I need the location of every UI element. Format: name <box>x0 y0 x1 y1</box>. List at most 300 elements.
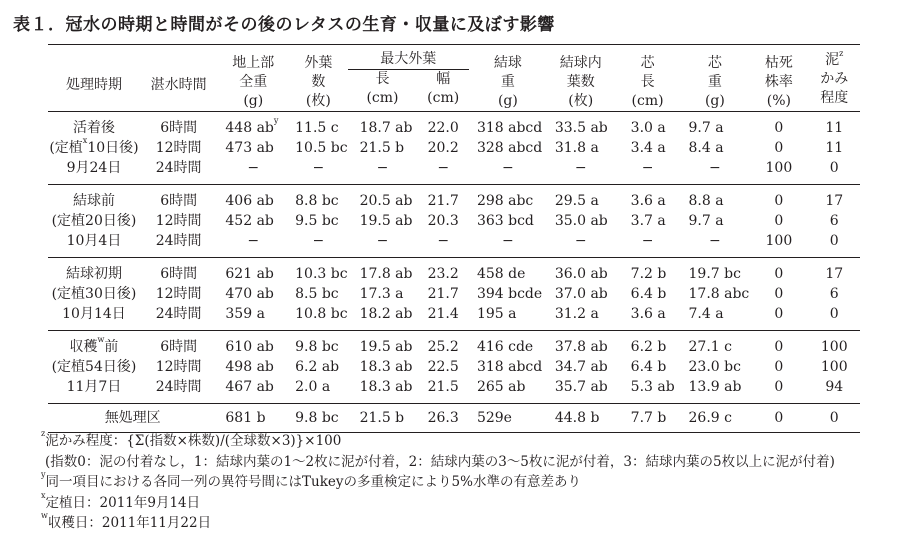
cell-weight-text: 473 ab <box>225 140 274 156</box>
cell-len <box>348 284 418 304</box>
cell-width <box>417 138 469 158</box>
cell-head <box>469 284 547 304</box>
cell-corewt <box>681 185 750 212</box>
cell-corelen <box>615 211 681 231</box>
header-width-l2: (cm) <box>427 90 460 106</box>
header-inner-l2: 葉数 <box>566 74 595 90</box>
cell-weight <box>217 357 289 377</box>
cell-inner-text: 37.0 ab <box>554 286 608 302</box>
header-period-text: 処理時期 <box>65 76 122 93</box>
footnote-y-text: 同一項目における各同一列の異符号間にはTukeyの多重検定により5%水準の有意差あり <box>45 474 581 490</box>
header-outer <box>289 45 347 112</box>
table-row <box>48 304 860 331</box>
cell-len <box>348 258 418 285</box>
cell-head <box>469 112 547 139</box>
cell-len-text: 17.3 a <box>359 286 404 302</box>
cell-death <box>749 304 808 331</box>
cell-corelen-text: 3.7 a <box>630 213 666 229</box>
cell-outer-text: 10.5 bc <box>295 140 348 156</box>
header-duration-text: 湛水時間 <box>150 76 207 93</box>
cell-inner <box>547 211 615 231</box>
row-group <box>48 112 860 185</box>
cell-corelen-text: 6.2 b <box>630 339 667 355</box>
cell-corelen <box>615 138 681 158</box>
cell-duration: 6時間 <box>160 339 198 355</box>
cell-weight-text: 448 ab <box>225 120 274 136</box>
cell-inner <box>547 258 615 285</box>
cell-weight <box>217 112 289 139</box>
cell-inner <box>547 185 615 212</box>
cell-weight-text: 470 ab <box>225 286 274 302</box>
header-outer-l1: 外葉 <box>304 55 333 71</box>
cell-head <box>469 211 547 231</box>
cell-mud <box>809 331 861 358</box>
footnote-z-detail <box>41 452 835 473</box>
cell-head-text: 416 cde <box>476 339 534 355</box>
cell-width <box>417 284 469 304</box>
cell-inner <box>547 304 615 331</box>
cell-death <box>749 258 808 285</box>
cell-mud <box>809 138 861 158</box>
period-text-tail: 前 <box>104 339 119 355</box>
cell-len <box>348 112 418 139</box>
cell-inner-text: 31.2 a <box>554 306 599 322</box>
cell-mud-text: 6 <box>829 213 839 229</box>
cell-death <box>749 211 808 231</box>
cell-period <box>48 258 140 285</box>
cell-duration: 24時間 <box>155 379 202 395</box>
cell-outer-text: 9.5 bc <box>295 213 339 229</box>
cell-width-text: 21.5 <box>427 379 459 395</box>
cell-head-text: 195 a <box>476 306 517 322</box>
cell-death-text: 0 <box>774 379 784 395</box>
table-header <box>48 45 860 112</box>
cell-len-text: 18.3 ab <box>359 359 413 375</box>
cell-len-text: 17.8 ab <box>359 266 413 282</box>
period-text: 収穫 <box>69 339 98 355</box>
cell-duration: 6時間 <box>160 266 198 282</box>
footnote-w-mark: w <box>41 511 48 520</box>
cell-inner <box>547 377 615 404</box>
cell-outer <box>289 377 347 404</box>
cell-len-text: − <box>376 233 389 249</box>
header-period <box>48 45 140 112</box>
cell-weight <box>217 211 289 231</box>
cell-width-text: 21.7 <box>427 193 459 209</box>
cell-duration: 12時間 <box>155 140 202 156</box>
cell-head-text: 318 abcd <box>476 359 543 375</box>
cell-mud-text: 17 <box>825 193 844 209</box>
cell-head <box>469 231 547 258</box>
cell-weight <box>217 158 289 185</box>
cell-head-text: 318 abcd <box>476 120 543 136</box>
cell-corewt-text: 9.7 a <box>688 120 724 136</box>
header-inner <box>547 45 615 112</box>
cell-death <box>749 138 808 158</box>
footnote-w <box>41 513 835 534</box>
cell-corewt-text: 8.4 a <box>688 140 724 156</box>
cell-corewt-text: 23.0 bc <box>688 359 741 375</box>
cell-mud <box>809 158 861 185</box>
header-mud-l2: かみ <box>820 71 849 87</box>
cell-head <box>469 357 547 377</box>
cell-death: 0 <box>774 410 784 426</box>
cell-len <box>348 158 418 185</box>
cell-corewt <box>681 284 750 304</box>
cell-len-text: 21.5 b <box>359 140 405 156</box>
cell-corelen <box>615 331 681 358</box>
cell-width <box>417 304 469 331</box>
cell-inner <box>547 331 615 358</box>
cell-outer <box>289 357 347 377</box>
cell-corewt-text: 19.7 bc <box>688 266 741 282</box>
cell-head-text: − <box>502 233 514 249</box>
cell-corelen <box>615 158 681 185</box>
cell-period <box>48 138 140 158</box>
cell-width-text: 21.4 <box>427 306 459 322</box>
cell-corelen-text: 6.4 b <box>630 359 667 375</box>
cell-mud <box>809 377 861 404</box>
cell-corewt <box>681 211 750 231</box>
cell-len <box>348 377 418 404</box>
cell-period <box>48 357 140 377</box>
cell-corelen-text: 3.4 a <box>630 140 666 156</box>
period-text: (定植 <box>49 140 83 156</box>
period-text: 10月4日 <box>66 233 122 249</box>
cell-period <box>48 158 140 185</box>
cell-head <box>469 304 547 331</box>
control-label: 無処理区 <box>104 410 161 426</box>
cell-corelen-text: 5.3 ab <box>630 379 675 395</box>
cell-outer <box>289 158 347 185</box>
cell-corelen-text: − <box>641 233 654 249</box>
cell-len-text: 18.7 ab <box>359 120 413 136</box>
cell-width <box>417 211 469 231</box>
cell-width <box>417 357 469 377</box>
table-row <box>48 138 860 158</box>
cell-width <box>417 185 469 212</box>
table-row <box>48 284 860 304</box>
footnote-w-text: 収穫日：2011年11月22日 <box>47 515 212 531</box>
header-weight-l2: 全重 <box>239 74 268 90</box>
cell-corelen-text: 7.2 b <box>630 266 667 282</box>
cell-outer-text: 8.5 bc <box>295 286 339 302</box>
cell-mud <box>809 185 861 212</box>
cell-duration: 24時間 <box>155 233 202 249</box>
footnote-z-mark: z <box>41 429 46 438</box>
cell-corewt-text: 9.7 a <box>688 213 724 229</box>
cell-corelen <box>615 258 681 285</box>
cell-len <box>348 138 418 158</box>
header-width-l1: 幅 <box>436 71 451 87</box>
header-inner-l1: 結球内 <box>559 55 602 71</box>
cell-weight <box>217 185 289 212</box>
cell-corewt <box>681 331 750 358</box>
footnote-marker: x <box>82 136 88 145</box>
cell-width-text: 22.5 <box>427 359 459 375</box>
header-mud-l3: 程度 <box>820 90 849 106</box>
cell-duration: 24時間 <box>155 160 202 176</box>
header-corelen-l3: (cm) <box>631 93 664 109</box>
cell-width <box>417 331 469 358</box>
cell-mud-text: 0 <box>829 160 839 176</box>
cell-inner-text: 34.7 ab <box>554 359 608 375</box>
cell-width-text: − <box>437 233 450 249</box>
cell-weight-text: 406 ab <box>225 193 274 209</box>
table-row <box>48 112 860 139</box>
cell-corewt-text: 13.9 ab <box>688 379 742 395</box>
header-corelen-l1: 芯 <box>640 55 655 71</box>
cell-inner-text: − <box>574 160 587 176</box>
cell-duration: 24時間 <box>155 306 202 322</box>
cell-len <box>348 185 418 212</box>
table-row <box>48 377 860 404</box>
cell-death-text: 0 <box>774 213 784 229</box>
cell-weight-text: − <box>247 233 260 249</box>
cell-death-text: 100 <box>765 233 793 249</box>
cell-weight <box>217 231 289 258</box>
cell-head <box>469 138 547 158</box>
header-weight-l3: (g) <box>243 93 264 109</box>
cell-mud <box>809 258 861 285</box>
footnote-x-mark: x <box>41 490 46 500</box>
cell-len <box>348 331 418 358</box>
period-text: 10月14日 <box>62 306 126 322</box>
header-mud-l1-text: 泥 <box>825 52 840 68</box>
cell-corewt <box>681 231 750 258</box>
cell-mud-text: 6 <box>829 286 839 302</box>
header-outer-l3: (枚) <box>305 93 331 109</box>
cell-mud <box>809 211 861 231</box>
header-death-l3: (%) <box>766 93 791 109</box>
cell-head <box>469 258 547 285</box>
cell-corelen <box>615 112 681 139</box>
cell-width <box>417 377 469 404</box>
cell-corelen-text: 3.6 a <box>630 306 666 322</box>
header-corelen <box>615 45 681 112</box>
cell-outer-text: − <box>312 233 325 249</box>
cell-death-text: 0 <box>774 306 784 322</box>
cell-death <box>749 112 808 139</box>
period-text: 9月24日 <box>66 160 122 176</box>
cell-inner-text: 35.0 ab <box>554 213 608 229</box>
cell-weight-text: 467 ab <box>225 379 274 395</box>
cell-weight: 681 b <box>225 410 266 426</box>
cell-outer-text: 2.0 a <box>295 379 331 395</box>
row-group <box>48 185 860 258</box>
cell-corelen <box>615 185 681 212</box>
period-text: (定植54日後) <box>51 359 137 375</box>
cell-corelen <box>615 284 681 304</box>
cell-mud <box>809 284 861 304</box>
cell-weight-text: 610 ab <box>225 339 274 355</box>
cell-death-text: 0 <box>774 266 784 282</box>
cell-weight <box>217 377 289 404</box>
cell-mud-text: 11 <box>825 120 844 136</box>
header-head-l1: 結球 <box>493 55 522 71</box>
cell-weight-text: 498 ab <box>225 359 274 375</box>
cell-inner-text: 29.5 a <box>554 193 599 209</box>
footnote-y-mark: y <box>41 470 46 479</box>
cell-corelen <box>615 304 681 331</box>
cell-corewt <box>681 304 750 331</box>
cell-corewt <box>681 112 750 139</box>
table-row <box>48 331 860 358</box>
cell-corewt <box>681 138 750 158</box>
header-corewt-l3: (g) <box>704 93 725 109</box>
cell-inner-text: 37.8 ab <box>554 339 608 355</box>
cell-inner <box>547 284 615 304</box>
header-death-l1: 枯死 <box>764 55 793 71</box>
cell-weight <box>217 331 289 358</box>
cell-inner <box>547 138 615 158</box>
row-group <box>48 331 860 404</box>
cell-corewt-text: − <box>709 160 721 176</box>
footnote-x-text: 定植日：2011年9月14日 <box>45 494 201 511</box>
cell-corelen-text: − <box>641 160 654 176</box>
cell-weight <box>217 258 289 285</box>
cell-mud <box>809 304 861 331</box>
cell-death-text: 0 <box>774 339 784 355</box>
cell-death <box>749 185 808 212</box>
header-duration <box>140 45 217 112</box>
header-mud-l1 <box>809 51 861 70</box>
cell-weight-text: 621 ab <box>225 266 274 282</box>
cell-inner-text: − <box>574 233 587 249</box>
table-row-control <box>48 404 860 433</box>
cell-inner-text: 35.7 ab <box>554 379 608 395</box>
cell-corelen-text: 3.0 a <box>630 120 666 136</box>
cell-weight <box>217 304 289 331</box>
cell-outer <box>289 331 347 358</box>
period-text: 結球前 <box>72 193 115 209</box>
cell-outer <box>289 258 347 285</box>
cell-death <box>749 158 808 185</box>
cell-outer-text: 10.8 bc <box>295 306 348 322</box>
cell-mud-text: 11 <box>825 140 844 156</box>
header-corewt-l2: 重 <box>707 74 722 90</box>
period-text: (定植30日後) <box>51 286 137 302</box>
cell-len-text: − <box>376 160 389 176</box>
cell-corewt <box>681 377 750 404</box>
cell-len <box>348 211 418 231</box>
cell-width-text: 25.2 <box>427 339 459 355</box>
cell-mud <box>809 112 861 139</box>
cell-inner-text: 31.8 a <box>554 140 599 156</box>
table-row <box>48 211 860 231</box>
cell-death-text: 0 <box>774 193 784 209</box>
cell-width-text: 22.0 <box>427 120 459 136</box>
cell-corewt <box>681 258 750 285</box>
table-row <box>48 231 860 258</box>
cell-outer-text: 8.8 bc <box>295 193 339 209</box>
period-text: 活着後 <box>72 120 115 136</box>
cell-period <box>48 304 140 331</box>
header-weight-l1: 地上部 <box>232 55 275 71</box>
cell-inner: 44.8 b <box>554 410 600 426</box>
cell-corelen-text: 6.4 b <box>630 286 667 302</box>
cell-death-text: 0 <box>774 140 784 156</box>
cell-outer <box>289 284 347 304</box>
cell-weight-text: 452 ab <box>225 213 274 229</box>
cell-head <box>469 158 547 185</box>
cell-mud-text: 0 <box>829 306 839 322</box>
cell-width-text: 21.7 <box>427 286 459 302</box>
cell-corelen <box>615 357 681 377</box>
cell-mud <box>809 231 861 258</box>
cell-period <box>48 185 140 212</box>
table-row <box>48 357 860 377</box>
cell-outer-text: 9.8 bc <box>295 339 339 355</box>
header-corelen-l2: 長 <box>640 74 655 90</box>
cell-head <box>469 377 547 404</box>
cell-weight <box>217 138 289 158</box>
footnotes <box>41 431 835 534</box>
period-text-tail: 10日後) <box>87 140 139 156</box>
header-width <box>417 70 469 112</box>
cell-width <box>417 231 469 258</box>
cell-head-text: 298 abc <box>476 193 534 209</box>
cell-outer <box>289 211 347 231</box>
cell-corelen <box>615 377 681 404</box>
cell-death <box>749 331 808 358</box>
cell-corewt: 26.9 c <box>688 410 732 426</box>
period-text: 11月7日 <box>66 379 122 395</box>
cell-len-text: 18.2 ab <box>359 306 413 322</box>
row-group <box>48 258 860 331</box>
cell-head-text: 328 abcd <box>476 140 543 156</box>
cell-len: 21.5 b <box>359 410 405 426</box>
cell-period <box>48 231 140 258</box>
header-head-l2: 重 <box>500 74 515 90</box>
cell-head <box>469 185 547 212</box>
cell-mud-text: 100 <box>820 339 848 355</box>
control-row-group <box>48 404 860 433</box>
header-outer-l2: 数 <box>311 74 326 90</box>
footnote-z-detail-text: (指数0：泥の付着なし，1：結球内葉の1〜2枚に泥が付着，2：結球内葉の3〜5枚に泥が付着，3：結球内葉の5枚以上に泥が付着) <box>45 453 835 470</box>
cell-len <box>348 231 418 258</box>
footnote-z <box>41 431 835 452</box>
cell-width <box>417 258 469 285</box>
cell-period <box>48 331 140 358</box>
cell-duration: 6時間 <box>160 120 198 136</box>
cell-death <box>749 284 808 304</box>
cell-len-text: 19.5 ab <box>359 213 413 229</box>
cell-corewt-text: 27.1 c <box>688 339 732 355</box>
cell-mud <box>809 357 861 377</box>
cell-duration: 12時間 <box>155 359 202 375</box>
cell-weight-text: − <box>247 160 260 176</box>
cell-outer <box>289 185 347 212</box>
cell-width <box>417 112 469 139</box>
cell-duration: 6時間 <box>160 193 198 209</box>
footnote-y <box>41 472 835 493</box>
cell-mud-text: 94 <box>825 379 844 395</box>
cell-corewt <box>681 158 750 185</box>
table-row <box>48 158 860 185</box>
cell-outer <box>289 304 347 331</box>
header-mud <box>809 45 861 112</box>
cell-death <box>749 377 808 404</box>
cell-death <box>749 231 808 258</box>
cell-mud: 0 <box>829 410 839 426</box>
cell-outer <box>289 138 347 158</box>
footnote-marker: w <box>97 335 105 344</box>
cell-len-text: 20.5 ab <box>359 193 413 209</box>
footnote-x <box>41 490 835 514</box>
cell-duration: 12時間 <box>155 286 202 302</box>
header-maxleaf: 最大外葉 <box>348 45 469 70</box>
